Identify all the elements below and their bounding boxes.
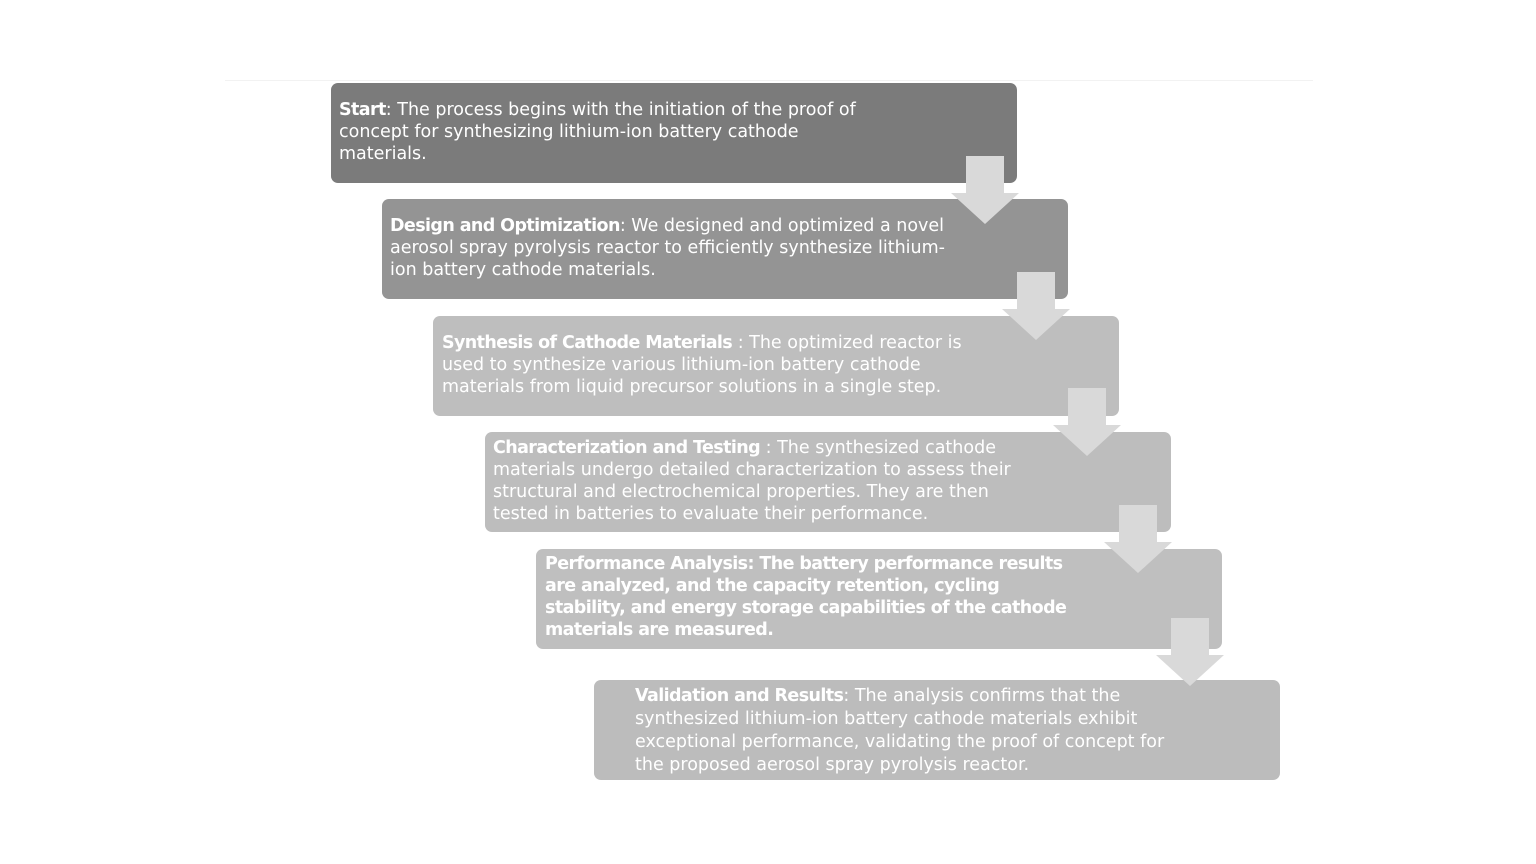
step-separator: : — [747, 554, 760, 574]
divider — [225, 80, 1313, 81]
step-text — [390, 215, 950, 281]
step-heading: Design and Optimization — [390, 216, 620, 236]
step-description: The synthesized cathode materials undergo detailed characterization to assess their structural and electrochemical properties. They are then tested in batteries to evaluate their performance. — [493, 438, 1011, 524]
step-separator: : — [619, 216, 632, 236]
down-arrow-icon — [1053, 388, 1121, 456]
step-separator: : — [760, 438, 778, 458]
step-box-start — [331, 83, 1017, 183]
step-separator: : — [843, 686, 855, 706]
step-heading: Start — [339, 100, 386, 120]
step-description: The analysis confirms that the synthesized lithium-ion battery cathode materials exhibit exceptional performance, validating the proof of concept for the proposed aerosol spray pyrolysis reactor. — [635, 686, 1165, 775]
step-text — [545, 553, 1075, 641]
step-description: We designed and optimized a novel aerosol spray pyrolysis reactor to efficiently synthesize lithium-ion battery cathode materials. — [390, 216, 946, 280]
step-heading: Characterization and Testing — [493, 438, 761, 458]
down-arrow-icon — [1002, 272, 1070, 340]
down-arrow-icon — [1104, 505, 1172, 573]
step-separator: : — [385, 100, 398, 120]
step-separator: : — [732, 333, 750, 353]
step-text — [493, 437, 1033, 525]
step-description: The battery performance results are analyzed, and the capacity retention, cycling stability, and energy storage capabilities of the cathode materials are measured. — [545, 554, 1067, 640]
step-description: The optimized reactor is used to synthesize various lithium-ion battery cathode materials from liquid precursor solutions in a single step. — [442, 333, 962, 397]
step-heading: Synthesis of Cathode Materials — [442, 333, 733, 353]
step-text — [635, 685, 1185, 777]
step-heading: Validation and Results — [635, 686, 844, 706]
down-arrow-icon — [1156, 618, 1224, 686]
step-box-validation-and-results — [594, 680, 1280, 780]
step-description: The process begins with the initiation of the proof of concept for synthesizing lithium-ion battery cathode materials. — [339, 100, 856, 164]
down-arrow-icon — [951, 156, 1019, 224]
step-heading: Performance Analysis — [545, 554, 748, 574]
step-text — [442, 332, 967, 398]
step-text — [339, 99, 879, 165]
